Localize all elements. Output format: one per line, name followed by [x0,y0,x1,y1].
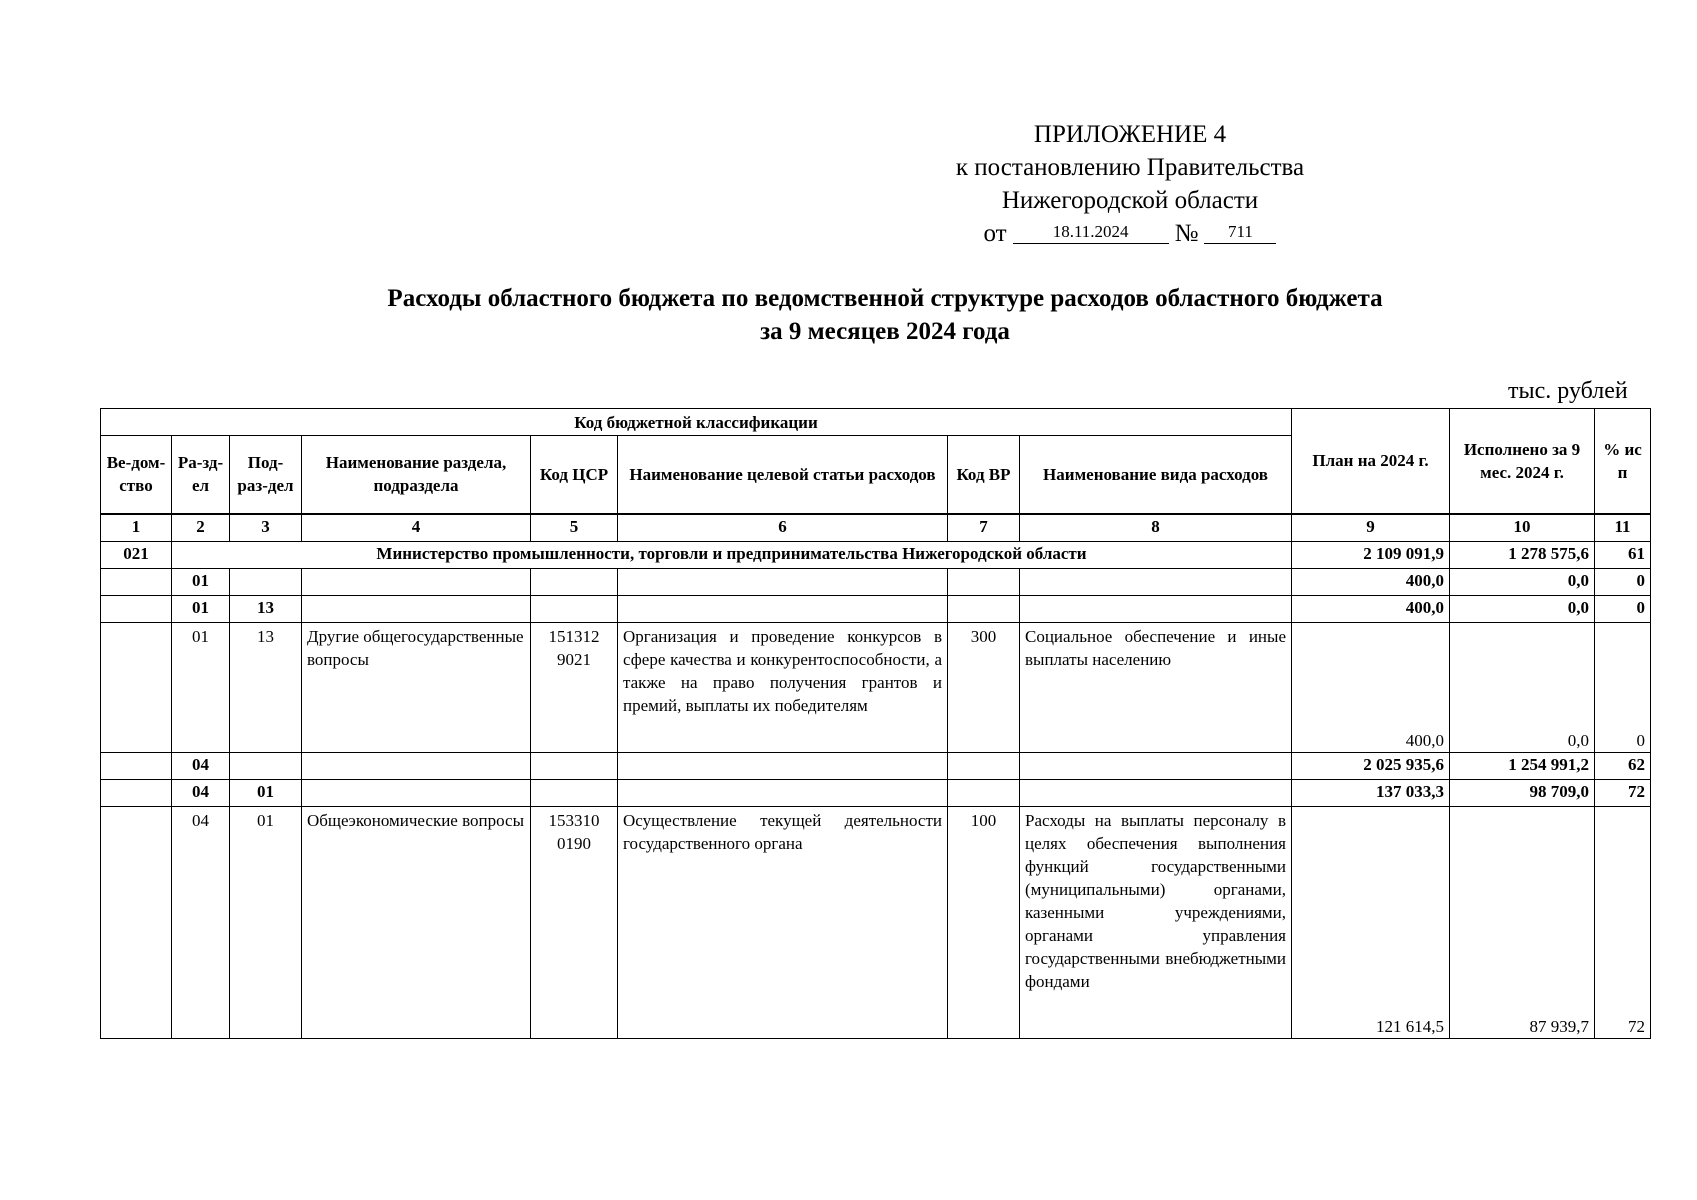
cell-csr: 151312 9021 [531,622,618,752]
column-number: 4 [302,514,531,542]
cell-percent: 72 [1595,806,1651,1038]
cell-executed: 1 254 991,2 [1450,752,1595,779]
column-number: 2 [172,514,230,542]
header-executed: Исполнено за 9 мес. 2024 г. [1450,409,1595,514]
column-number: 7 [948,514,1020,542]
cell-percent: 62 [1595,752,1651,779]
column-number: 6 [618,514,948,542]
cell-executed: 0,0 [1450,622,1595,752]
column-number: 3 [230,514,302,542]
from-label: от [983,220,1007,247]
dept-plan: 2 109 091,9 [1292,541,1450,568]
cell-executed: 0,0 [1450,595,1595,622]
cell-section: 04 [172,779,230,806]
column-number: 5 [531,514,618,542]
column-number: 8 [1020,514,1292,542]
cell-plan: 400,0 [1292,568,1450,595]
header-subsection: Под-раз-дел [230,436,302,514]
cell-section: 01 [172,568,230,595]
column-number: 1 [101,514,172,542]
table-row [101,595,1651,622]
header-dept: Ве-дом-ство [101,436,172,514]
column-number: 9 [1292,514,1450,542]
dept-code: 021 [101,541,172,568]
header-section-name: Наименование раздела, подраздела [302,436,531,514]
cell-plan: 400,0 [1292,622,1450,752]
appendix-line-2: Нижегородской области [1001,187,1259,214]
column-number: 11 [1595,514,1651,542]
document-title [0,282,1697,348]
appendix-line-1: к постановлению Правительства [955,154,1305,181]
cell-csr: 153310 0190 [531,806,618,1038]
column-number: 10 [1450,514,1595,542]
cell-csr-name: Осуществление текущей деятельности государственного органа [618,806,948,1038]
cell-section-name: Другие общегосударственные вопросы [302,622,531,752]
dept-name: Министерство промышленности, торговли и предпринимательства Нижегородской области [172,541,1292,568]
cell-executed: 98 709,0 [1450,779,1595,806]
header-section: Ра-зд-ел [172,436,230,514]
cell-subsection: 13 [230,595,302,622]
cell-subsection: 13 [230,622,302,752]
cell-percent: 0 [1595,595,1651,622]
dept-executed: 1 278 575,6 [1450,541,1595,568]
header-plan: План на 2024 г. [1292,409,1450,514]
budget-table [100,408,1651,1039]
cell-csr-name: Организация и проведение конкурсов в сфере качества и конкурентоспособности, а также на право получения грантов и премий, выплаты их победителям [618,622,948,752]
appendix-block [930,118,1330,250]
cell-plan: 2 025 935,6 [1292,752,1450,779]
table-row [101,779,1651,806]
units-label: тыс. рублей [1508,378,1628,404]
cell-section: 04 [172,806,230,1038]
table-row [101,568,1651,595]
title-line-1: Расходы областного бюджета по ведомственной структуре расходов областного бюджета [387,285,1383,312]
cell-plan: 400,0 [1292,595,1450,622]
cell-section: 04 [172,752,230,779]
classification-group-header: Код бюджетной классификации [101,409,1292,436]
header-vr-name: Наименование вида расходов [1020,436,1292,514]
cell-subsection [230,752,302,779]
table-row [101,622,1651,752]
cell-vr-name: Социальное обеспечение и иные выплаты населению [1020,622,1292,752]
title-line-2: за 9 месяцев 2024 года [760,318,1010,345]
header-csr-name: Наименование целевой статьи расходов [618,436,948,514]
column-number-row [101,514,1651,542]
cell-section: 01 [172,595,230,622]
cell-vr: 100 [948,806,1020,1038]
table-row [101,806,1651,1038]
header-csr: Код ЦСР [531,436,618,514]
appendix-title: ПРИЛОЖЕНИЕ 4 [1033,121,1227,148]
table-row-department [101,541,1651,568]
header-percent: % ис п [1595,409,1651,514]
number-label: № [1174,220,1199,247]
cell-plan: 137 033,3 [1292,779,1450,806]
cell-section-name: Общеэкономические вопросы [302,806,531,1038]
decree-date: 18.11.2024 [1013,221,1169,244]
cell-percent: 72 [1595,779,1651,806]
cell-subsection: 01 [230,779,302,806]
decree-number: 711 [1204,221,1276,244]
appendix-date-line [984,217,1277,250]
cell-subsection [230,568,302,595]
cell-executed: 0,0 [1450,568,1595,595]
table-row [101,752,1651,779]
cell-vr-name: Расходы на выплаты персоналу в целях обеспечения выполнения функций государственными (муниципальными) органами, казенными учреждениями, органами управления государственными внебюджетными фондами [1020,806,1292,1038]
cell-percent: 0 [1595,622,1651,752]
dept-percent: 61 [1595,541,1651,568]
cell-section: 01 [172,622,230,752]
cell-subsection: 01 [230,806,302,1038]
cell-executed: 87 939,7 [1450,806,1595,1038]
header-vr: Код ВР [948,436,1020,514]
cell-plan: 121 614,5 [1292,806,1450,1038]
cell-vr: 300 [948,622,1020,752]
cell-percent: 0 [1595,568,1651,595]
